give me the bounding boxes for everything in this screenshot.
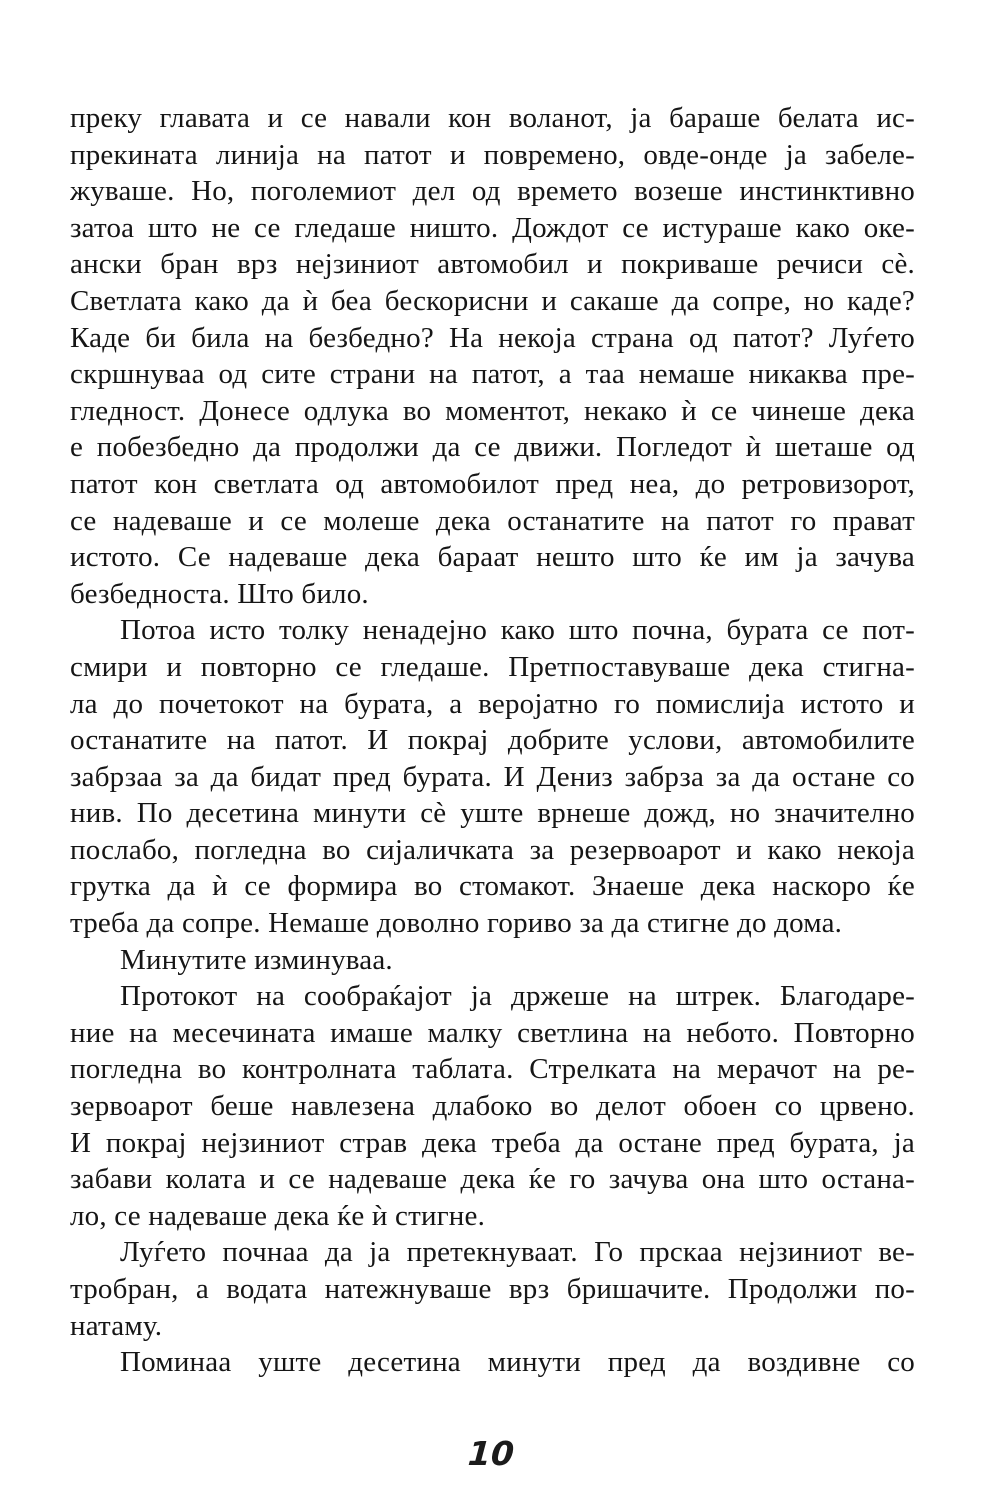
text-line: ански бран врз нејзиниот автомобил и покриваше речиси сè. (70, 248, 915, 281)
text-line: ние на месечината имаше малку светлина на небото. Повторно (70, 1016, 915, 1049)
text-line: Минутите изминуваа. (120, 943, 393, 976)
text-line: зервоарот беше навлезена длабоко во делот обоен со црвено. (70, 1090, 915, 1123)
text-line: останатите на патот. И покрај добрите услови, автомобилите (70, 724, 915, 757)
text-line: безбедноста. Што било. (70, 577, 369, 610)
text-line: треба да сопре. Немаше доволно гориво за да стигне до дома. (70, 907, 843, 940)
text-line: забави колата и се надеваше дека ќе го зачува она што остана- (70, 1163, 915, 1196)
text-line: натаму. (70, 1309, 163, 1342)
text-line: тробран, а водата натежнуваше врз бришачите. Продолжи по- (70, 1273, 915, 1305)
text-line: Луѓето почнаа да ја претекнуваат. Го прскаа нејзиниот ве- (120, 1236, 915, 1269)
text-line: Каде би била на безбедно? На некоја страна од патот? Луѓето (70, 321, 915, 354)
text-line: погледна во контролната таблата. Стрелката на мерачот на ре- (70, 1053, 915, 1086)
text-line: ло, се надеваше дека ќе ѝ стигне. (70, 1199, 486, 1232)
text-line: преку главата и се навали кон воланот, ја бараше белата ис- (70, 102, 915, 134)
text-line: Потоа исто толку ненадејно како што почна, бурата се пот- (120, 614, 915, 647)
text-line: жуваше. Но, поголемиот дел од времето возеше инстинктивно (70, 175, 915, 208)
text-line: патот кон светлата од автомобилот пред неа, до ретровизорот, (70, 467, 915, 500)
text-line: Светлата како да ѝ беа бескорисни и сакаше да сопре, но каде? (70, 284, 915, 317)
text-line: истото. Се надеваше дека бараат нешто што ќе им ја зачува (70, 541, 915, 574)
text-line: прекината линија на патот и повремено, овде-онде ја забеле- (70, 138, 915, 171)
text-line: И покрај нејзиниот страв дека треба да остане пред бурата, ја (70, 1126, 915, 1159)
text-line: затоа што не се гледаше ништо. Дождот се истураше како оке- (70, 211, 915, 244)
text-line: ла до почетокот на бурата, а веројатно го помислија истото и (70, 687, 915, 720)
body-text (70, 100, 915, 1381)
page-number: 10 (466, 1434, 516, 1473)
text-line: се надеваше и се молеше дека останатите на патот го прават (70, 504, 915, 537)
text-line: е побезбедно да продолжи да се движи. Погледот ѝ шеташе од (70, 431, 915, 464)
text-line: забрзаа за да бидат пред бурата. И Дениз забрза за да остане со (70, 760, 915, 793)
text-line: Поминаа уште десетина минути пред да воздивне со (120, 1346, 915, 1379)
text-line: грутка да ѝ се формира во стомакот. Знаеше дека наскоро ќе (70, 870, 915, 903)
text-line: нив. По десетина минути сè уште врнеше дожд, но значително (70, 797, 915, 830)
text-line: гледност. Донесе одлука во моментот, некако ѝ се чинеше дека (70, 394, 915, 427)
text-line: скршнуваа од сите страни на патот, а таа немаше никаква пре- (70, 358, 915, 391)
text-line: послабо, погледна во сијаличката за резервоарот и како некоја (70, 833, 915, 866)
text-line: Протокот на сообраќајот ја држеше на штрек. Благодаре- (120, 980, 915, 1013)
text-line: смири и повторно се гледаше. Претпоставуваше дека стигна- (70, 650, 915, 683)
